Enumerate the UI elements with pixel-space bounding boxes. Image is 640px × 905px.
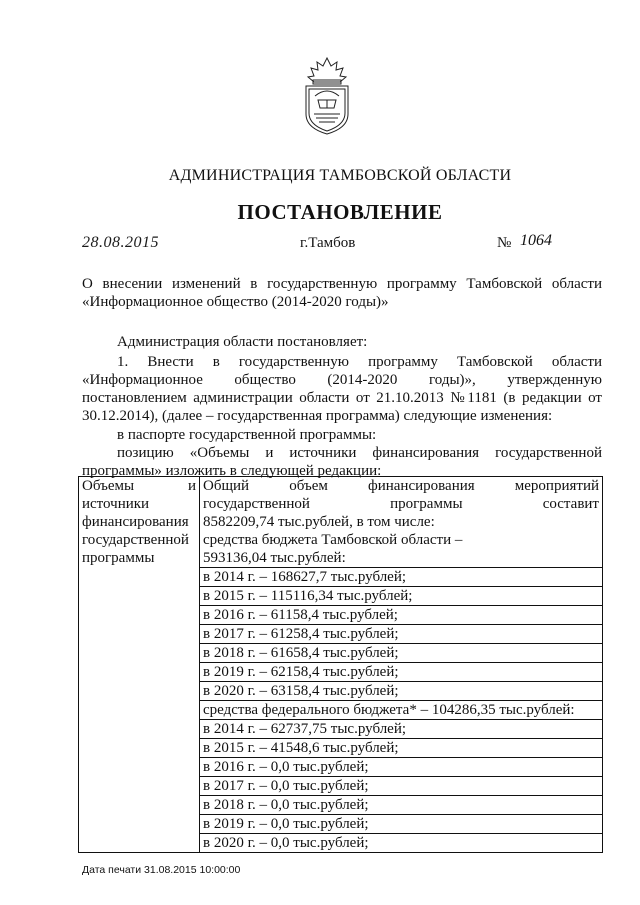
paragraph-line: позицию «Объемы и источники финансирования государственной (117, 445, 602, 461)
subject-line: О внесении изменений в государственную программу Тамбовской области (82, 276, 602, 292)
paragraph-line: программы» изложить в следующей редакции: (82, 463, 382, 479)
subject-line: «Информационное общество (2014-2020 годы)» (82, 294, 389, 310)
paragraph-line: «Информационное общество (2014-2020 годы)», утвержденную (82, 372, 602, 388)
regional-year-line: в 2017 г. – 61258,4 тыс.рублей; (200, 625, 602, 644)
cell-line: Общий объем финансирования мероприятий (203, 478, 599, 494)
cell-line: средства бюджета Тамбовской области – (203, 532, 463, 548)
regional-year-line: в 2019 г. – 62158,4 тыс.рублей; (200, 663, 602, 682)
document-subject (82, 275, 602, 311)
regional-year-line: в 2015 г. – 115116,34 тыс.рублей; (200, 587, 602, 606)
paragraph-line: 1. Внести в государственную программу Тамбовской области (117, 354, 602, 370)
table-cell-content (200, 477, 603, 853)
document-type-title: ПОСТАНОВЛЕНИЕ (237, 200, 443, 224)
cell-line: 8582209,74 тыс.рублей, в том числе: (203, 514, 435, 530)
regional-year-line: в 2014 г. – 168627,7 тыс.рублей; (200, 568, 602, 587)
regional-year-line: в 2018 г. – 61658,4 тыс.рублей; (200, 644, 602, 663)
table-cell-label (79, 477, 200, 853)
financing-table (78, 476, 603, 853)
federal-year-line: в 2018 г. – 0,0 тыс.рублей; (200, 796, 602, 815)
cell-line: финансирования (82, 514, 189, 530)
federal-year-line: в 2020 г. – 0,0 тыс.рублей; (203, 835, 369, 851)
city-label: г.Тамбов (300, 235, 356, 251)
print-date-footer: Дата печати 31.08.2015 10:00:00 (82, 864, 241, 876)
number-label: № (497, 235, 512, 251)
federal-budget-header: средства федерального бюджета* – 104286,35 тыс.рублей: (200, 701, 602, 720)
cell-line: программы (82, 550, 155, 566)
cell-line: государственной (82, 532, 189, 548)
coat-of-arms-emblem (300, 56, 354, 136)
regional-year-line: в 2020 г. – 63158,4 тыс.рублей; (200, 682, 602, 701)
position-paragraph (82, 444, 602, 480)
decree-statement: Администрация области постановляет: (117, 334, 368, 350)
table-row (79, 477, 603, 853)
cell-line: 593136,04 тыс.рублей: (200, 549, 602, 568)
cell-line: государственной программы составит (203, 496, 599, 512)
item-1-paragraph (82, 353, 602, 425)
handwritten-date: 28.08.2015 (82, 234, 159, 251)
federal-year-line: в 2017 г. – 0,0 тыс.рублей; (200, 777, 602, 796)
administration-title: АДМИНИСТРАЦИЯ ТАМБОВСКОЙ ОБЛАСТИ (168, 167, 512, 184)
regional-year-line: в 2016 г. – 61158,4 тыс.рублей; (200, 606, 602, 625)
handwritten-document-number: 1064 (520, 232, 552, 249)
paragraph-line: постановлением администрации области от 21.10.2013 №1181 (в редакции от (82, 390, 602, 406)
paragraph-line: 30.12.2014), (далее – государственная программа) следующие изменения: (82, 408, 553, 424)
federal-year-line: в 2015 г. – 41548,6 тыс.рублей; (200, 739, 602, 758)
federal-year-line: в 2014 г. – 62737,75 тыс.рублей; (200, 720, 602, 739)
passport-paragraph: в паспорте государственной программы: (117, 427, 377, 443)
federal-year-line: в 2016 г. – 0,0 тыс.рублей; (200, 758, 602, 777)
cell-line: источники (82, 496, 150, 512)
cell-line: Объемы и (82, 478, 196, 494)
federal-year-line: в 2019 г. – 0,0 тыс.рублей; (200, 815, 602, 834)
